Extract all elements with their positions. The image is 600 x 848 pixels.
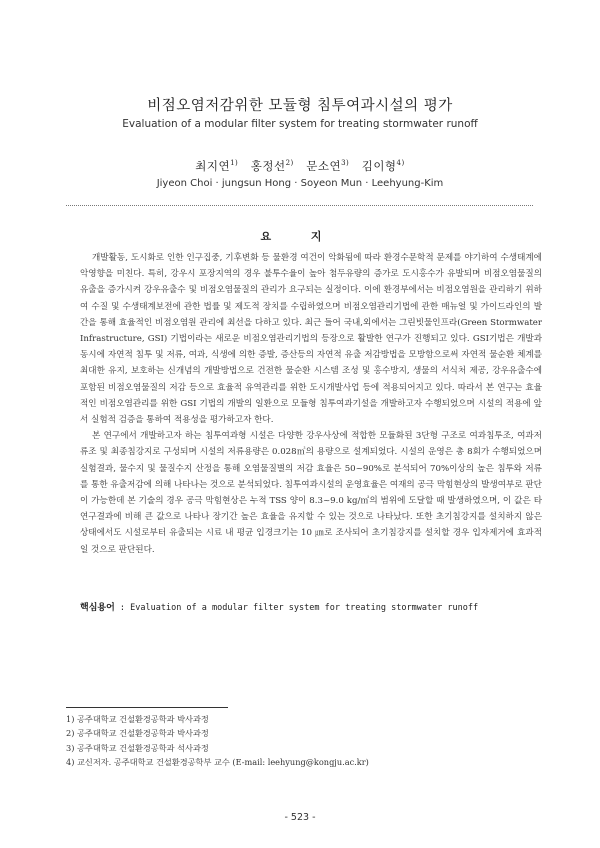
footnote: 3) 공주대학교 건설환경공학과 석사과정 [66,742,209,753]
abstract-paragraph: 본 연구에서 개발하고자 하는 침투여과형 시설은 다양한 강우사상에 적합한 모듈화된 3단형 구조로 여과침투조, 여과저류조 및 최종침강지로 구성되며 시설의 저류용량은 0.028㎥의 용량으로 설계되었다. 시설의 운영은 총 8회가 수행되었으며 실험결과, 물수지 및 물질수지 산정을 통해 오염물질별의 저감 효율은 50~90%로 분석되어 70%이상의 높은 침투와 저류를 통한 유출저감에 의해 나타나는 것으로 분석되었다. 침투여과시설의 운영효율은 여재의 공극 막힘현상의 발생여부로 판단이 가능한데 본 기술의 경우 공극 막힘현상은 누적 TSS 양이 8.3~9.0 kg/㎡의 범위에 도달할 때 발생하였으며, 이 값은 타 연구결과에 비해 큰 값으로 나타나 장기간 높은 효율을 유지할 수 있는 것으로 나타났다. 또한 초기침강지를 설치하지 않은 상태에서도 시설로부터 유출되는 시료 내 평균 입경크기는 10 ㎛로 조사되어 초기침강지를 설치할 경우 입자제거에 효과적일 것으로 판단된다. [80,431,542,555]
paper-title-korean: 비점오염저감위한 모듈형 침투여과시설의 평가 [147,98,453,114]
author-name: 최지연 [195,159,231,173]
footnote: 1) 공주대학교 건설환경공학과 박사과정 [66,714,209,724]
keywords-line [80,600,542,613]
keywords-text: : Evaluation of a modular filter system for treating stormwater runoff [114,603,479,613]
author-name: 김이형 [361,159,397,173]
footnotes [66,712,546,769]
header-divider [66,205,533,206]
author-affiliation-mark: 3) [341,159,350,168]
abstract-heading: 요 지 [260,230,340,243]
author-list-korean [0,158,600,174]
page-number: - 523 - [284,812,316,823]
paper-title-english: Evaluation of a modular filter system for treating stormwater runoff [122,118,478,130]
author-name: 홍정선 [250,159,286,173]
author-list-english: Jiyeon Choi · jungsun Hong · Soyeon Mun · Leehyung-Kim [156,178,444,189]
author-name: 문소연 [306,159,342,173]
author-affiliation-mark: 1) [230,159,239,168]
footnote-divider [66,707,228,708]
abstract-paragraph: 개발활동, 도시화로 인한 인구집중, 기후변화 등 물환경 여건이 악화됨에 따라 환경수문학적 문제를 야기하여 수생태계에 악영향을 미친다. 특히, 강우시 포장지역의 경우 불투수율이 높아 첨두유량의 증가로 도시홍수가 유발되며 비점오염물질의 유출을 증가시켜 강우유출수 및 비점오염물질의 관리가 요구되는 실정이다. 이에 환경부에서는 비점오염원을 관리하기 위하여 수질 및 수생태계보전에 관한 법률 및 제도적 장치를 수립하였으며 비점오염관리기법에 관한 매뉴얼 및 가이드라인의 발간을 통해 효율적인 비점오염원 관리에 최선을 다하고 있다. 최근 들어 국내,외에서는 그린빗물인프라(Green Stormwater Infrastructure, GSI) 기법이라는 새로운 비점오염관리기법의 등장으로 활발한 연구가 진행되고 있다. GSI기법은 개발과 동시에 자연적 침투 및 저류, 여과, 식생에 의한 증발, 증산등의 자연적 유출 저감방법을 모방함으로써 자연적 물순환 체계를 최대한 유지, 보호하는 신개념의 개발방법으로 건전한 물순환 시스템 조성 및 홍수방지, 생물의 서식처 제공, 강우유출수에 포함된 비점오염물질의 저감 등으로 효율적 유역관리를 위한 도시개발사업 등에 적용되어지고 있다. 따라서 본 연구는 효율적인 비점오염관리를 위한 GSI 기법의 개발의 일환으로 모듈형 침투여과기설을 개발하고자 수행되었으며 시설의 적용에 앞서 실험적 검증을 통하여 적용성을 평가하고자 한다. [80,253,542,426]
footnote: 4) 교신저자. 공주대학교 건설환경공학부 교수 (E-mail: leehyung@kongju.ac.kr) [66,756,369,767]
footnote: 2) 공주대학교 건설환경공학과 박사과정 [66,728,209,739]
author-affiliation-mark: 4) [396,159,405,168]
keywords-label: 핵심용어 [80,603,115,613]
author-affiliation-mark: 2) [285,159,294,168]
abstract-body [80,250,542,558]
